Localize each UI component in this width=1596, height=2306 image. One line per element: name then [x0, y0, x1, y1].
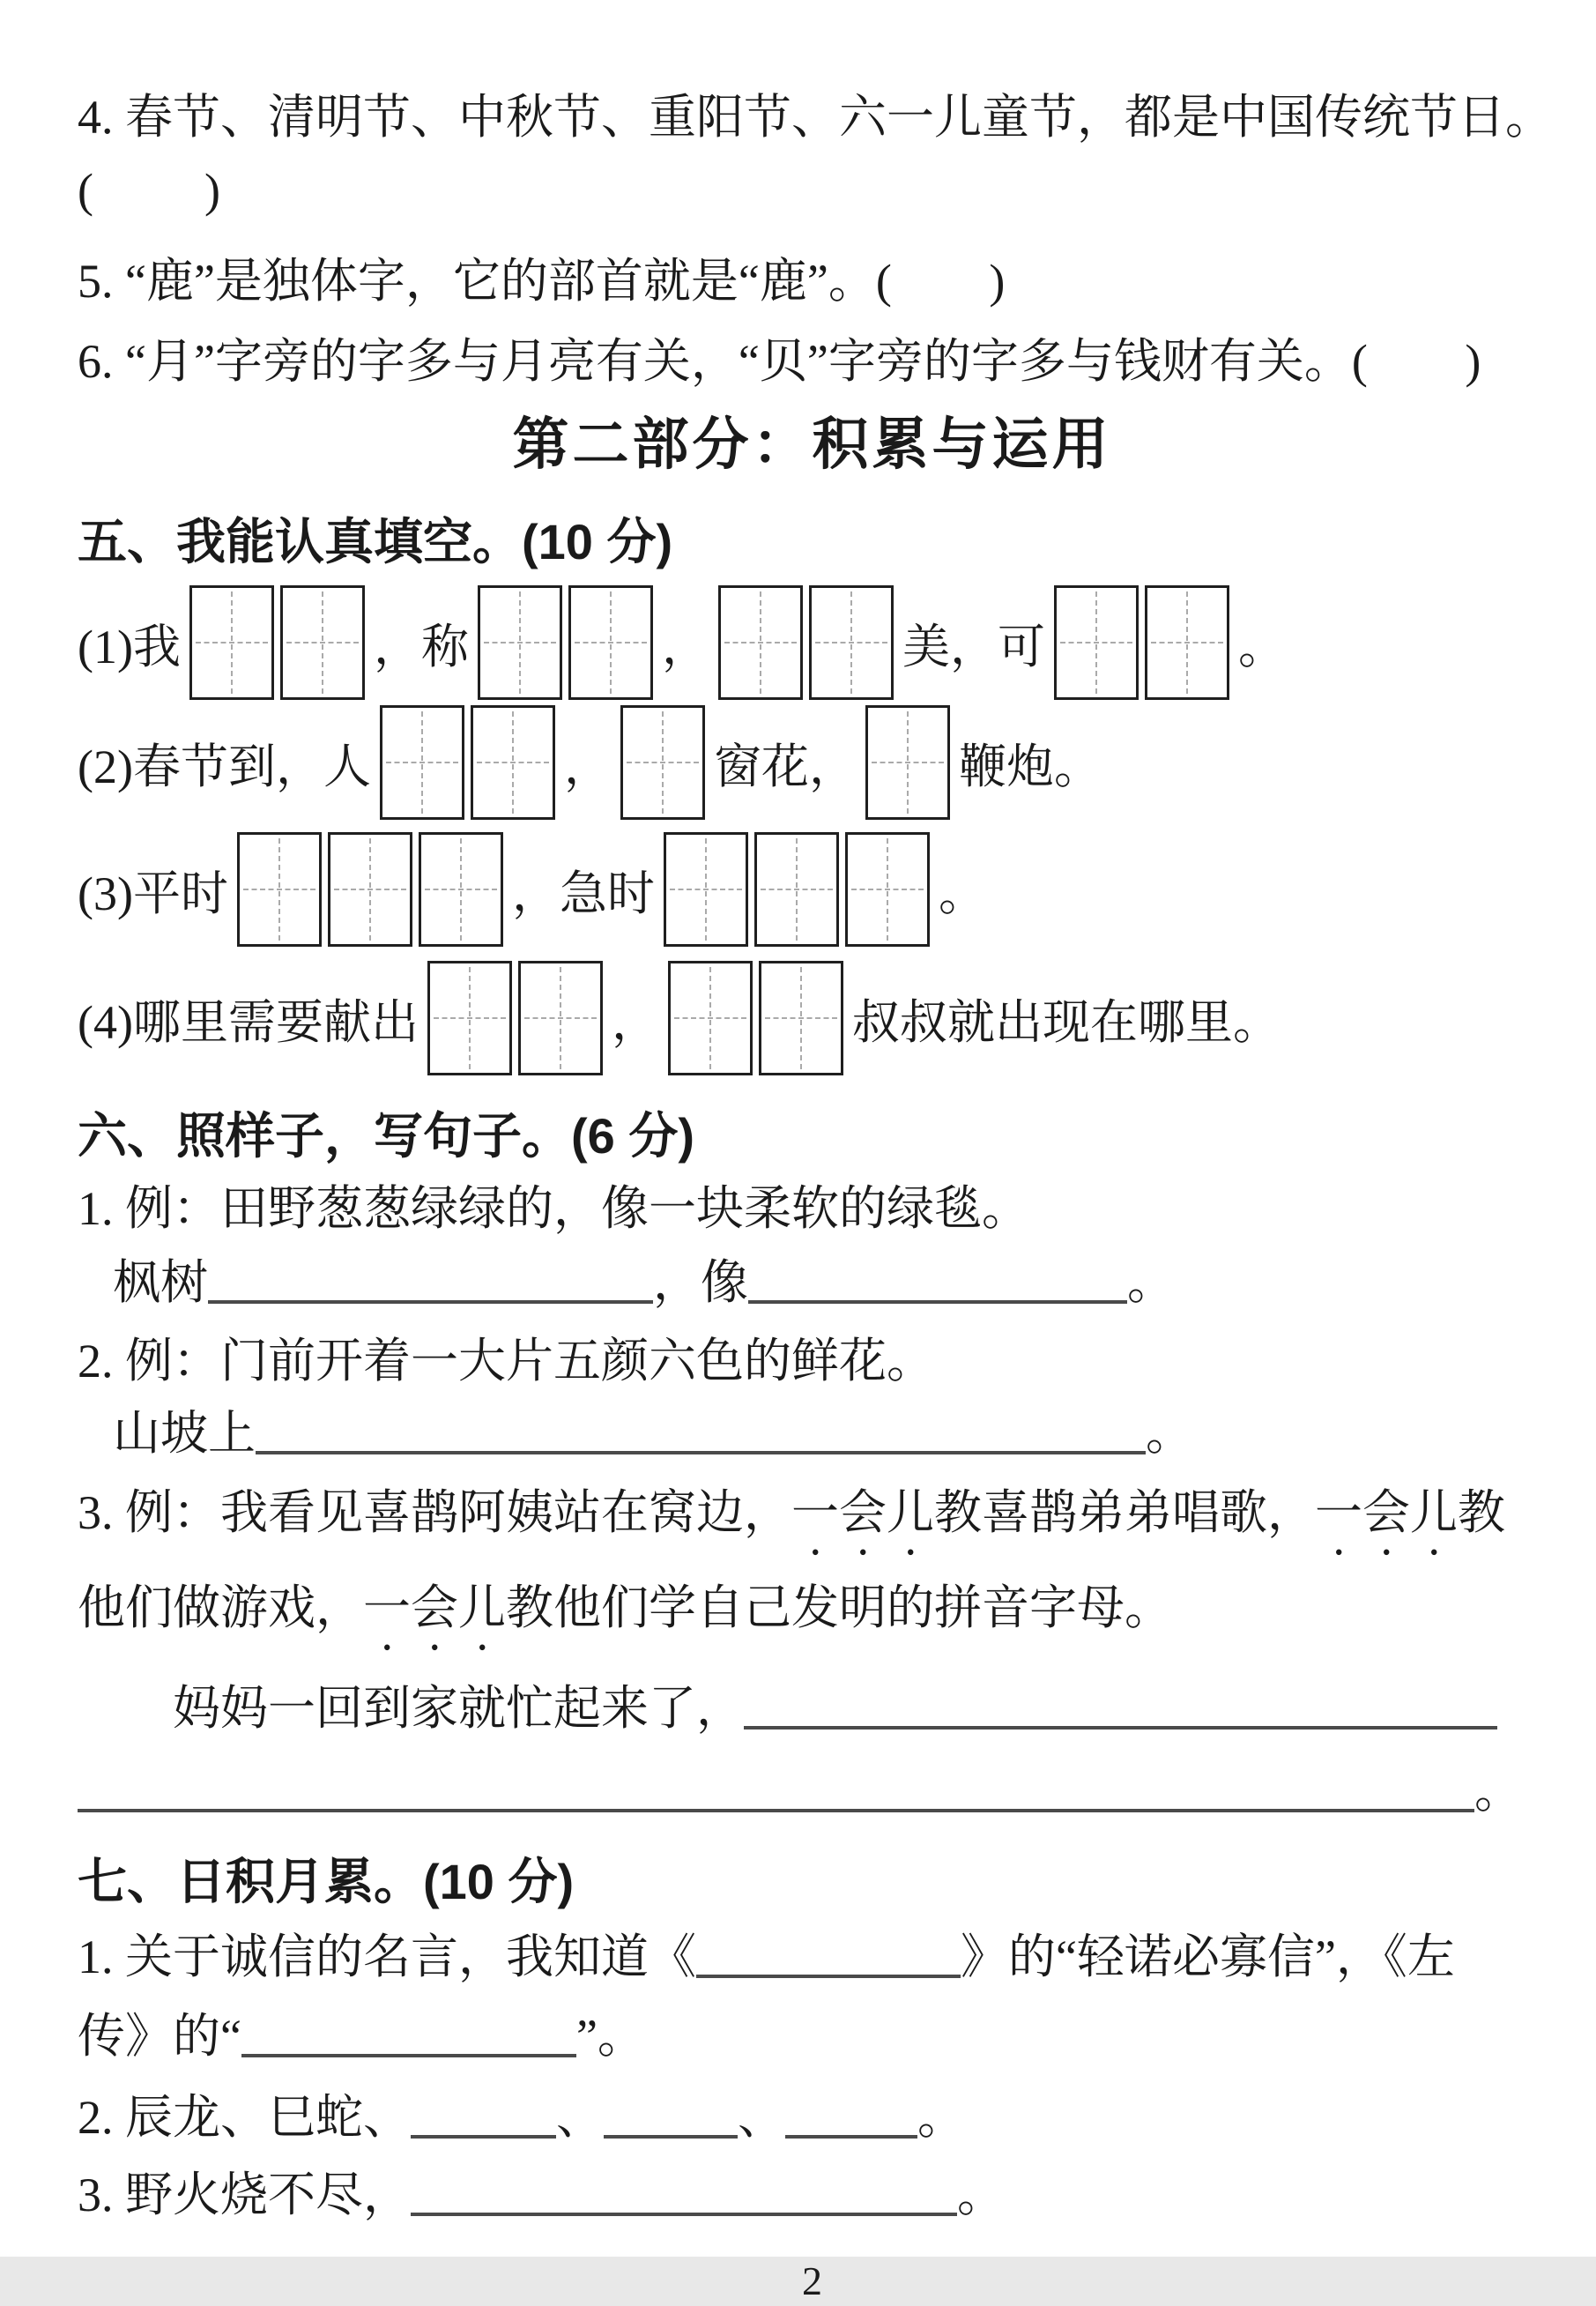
text-segment: 。: [938, 867, 986, 920]
answer-blank[interactable]: [785, 2126, 917, 2139]
answer-parentheses[interactable]: ( ): [78, 164, 222, 217]
answer-blank[interactable]: [744, 1717, 1497, 1730]
text-segment: 3. 例：我看见喜鹊阿姨站在窝边，: [78, 1486, 791, 1539]
text-segment: 。: [1146, 1407, 1193, 1460]
section7-title-text: 七、日积月累。: [78, 1854, 423, 1909]
text-segment: 1. 关于诚信的名言，我知道《: [78, 1930, 696, 1983]
answer-blank[interactable]: [241, 2045, 576, 2057]
fill-blank-row-1: [78, 585, 1547, 700]
emphasized-text: 一会儿: [363, 1581, 506, 1634]
text-segment: (2)春节到，人: [78, 740, 371, 793]
writing-box[interactable]: [809, 585, 894, 700]
writing-box[interactable]: [1145, 585, 1229, 700]
text-segment: 1. 例：田野葱葱绿绿的，像一块柔软的绿毯。: [78, 1182, 1029, 1235]
text-segment: 他们做游戏，: [78, 1581, 363, 1634]
answer-blank[interactable]: [256, 1442, 1146, 1454]
text-segment: (1)我: [78, 620, 181, 673]
judge-item-5-text: [78, 252, 1547, 311]
section6-item2-answer-line: [78, 1402, 1547, 1465]
text-segment: 妈妈一回到家就忙起来了，: [173, 1682, 744, 1735]
judge-item-4-answer-line: [78, 161, 1547, 220]
writing-box[interactable]: [471, 705, 555, 820]
section6-item2-example: [78, 1332, 1547, 1391]
text-segment: 窗花，: [713, 740, 857, 793]
section6-title-text: 六、照样子，写句子。: [78, 1108, 571, 1164]
writing-box-group: [237, 832, 503, 947]
section6-item1-answer-line: [78, 1251, 1547, 1314]
text-segment: 、: [556, 2091, 604, 2144]
writing-box-group: [668, 961, 843, 1075]
answer-parentheses[interactable]: ( ): [875, 255, 1007, 308]
answer-blank[interactable]: [411, 2204, 957, 2216]
section5-points: (10 分): [522, 514, 673, 569]
page-number: 2: [802, 2258, 822, 2303]
text-segment: 2. 辰龙、巳蛇、: [78, 2091, 411, 2144]
text-segment: 5. “鹿”是独体字，它的部首就是“鹿”。: [78, 255, 876, 308]
writing-box[interactable]: [845, 832, 930, 947]
text-segment: ，急时: [511, 867, 655, 920]
section6-item3-answer-line2: [78, 1759, 1547, 1823]
answer-blank[interactable]: [411, 2126, 556, 2139]
text-segment: ，像: [653, 1256, 748, 1309]
writing-box-group: [718, 585, 894, 700]
section6-title: [78, 1107, 1547, 1165]
text-segment: ，: [661, 620, 709, 673]
section6-points: (6 分): [571, 1108, 694, 1164]
text-segment: 6. “月”字旁的字多与月亮有关，“贝”字旁的字多与钱财有关。: [78, 335, 1352, 388]
text-segment: ，: [563, 740, 612, 793]
text-segment: 》的“轻诺必寡信”，《左: [961, 1930, 1455, 1983]
answer-blank[interactable]: [604, 2126, 738, 2139]
judge-item-4-text: [78, 88, 1553, 147]
emphasized-text: 一会儿: [1315, 1486, 1458, 1539]
section7-item3-line: [78, 2163, 1547, 2227]
text-segment: 枫树: [113, 1256, 208, 1309]
text-segment: 2. 例：门前开着一大片五颜六色的鲜花。: [78, 1335, 934, 1387]
writing-box-group: [620, 705, 705, 820]
section6-item3-example-line1: [78, 1479, 1547, 1566]
emphasized-text: 一会儿: [791, 1486, 934, 1539]
writing-box[interactable]: [1054, 585, 1139, 700]
text-segment: 。: [957, 2168, 1005, 2221]
text-segment: ”。: [575, 2010, 645, 2063]
text-segment: (4)哪里需要献出: [78, 995, 419, 1049]
answer-blank[interactable]: [78, 1800, 1474, 1812]
text-segment: 教他们学自己发明的拼音字母。: [506, 1581, 1172, 1634]
fill-blank-row-4: [78, 961, 1547, 1075]
writing-box[interactable]: [759, 961, 843, 1075]
text-segment: 、: [738, 2091, 785, 2144]
section7-item2-line: [78, 2086, 1547, 2149]
answer-blank[interactable]: [208, 1291, 653, 1304]
writing-box[interactable]: [754, 832, 839, 947]
text-segment: 教喜鹊弟弟唱歌，: [934, 1486, 1315, 1539]
fill-blank-row-3: [78, 832, 1547, 947]
text-segment: 。: [1474, 1765, 1522, 1818]
section7-item1-line1: [78, 1925, 1547, 1989]
section5-title-text: 五、我能认真填空。: [78, 514, 522, 569]
text-segment: 教: [1458, 1486, 1505, 1539]
answer-parentheses[interactable]: ( ): [1351, 335, 1483, 388]
section6-item3-answer-line1: [78, 1677, 1547, 1740]
section7-points: (10 分): [423, 1854, 575, 1909]
writing-box-group: [189, 585, 365, 700]
text-segment: 叔叔就出现在哪里。: [851, 995, 1281, 1049]
writing-box-group: [478, 585, 653, 700]
judge-item-6-text: [78, 332, 1547, 391]
text-segment: ，称: [373, 620, 469, 673]
writing-box[interactable]: [328, 832, 412, 947]
part2-header: 第二部分：积累与运用: [512, 413, 1112, 476]
writing-box-group: [664, 832, 930, 947]
writing-box[interactable]: [518, 961, 603, 1075]
text-segment: 。: [917, 2091, 965, 2144]
writing-box-group: [1054, 585, 1229, 700]
writing-box[interactable]: [865, 705, 950, 820]
text-segment: (3)平时: [78, 867, 228, 920]
section7-title: [78, 1853, 1547, 1911]
answer-blank[interactable]: [696, 1966, 961, 1978]
writing-box[interactable]: [664, 832, 748, 947]
text-segment: 传》的“: [78, 2010, 241, 2063]
text-segment: ，: [611, 995, 659, 1049]
writing-box[interactable]: [237, 832, 322, 947]
text-segment: 山坡上: [113, 1407, 256, 1460]
writing-box[interactable]: [280, 585, 365, 700]
text-segment: 。: [1237, 620, 1286, 673]
answer-blank[interactable]: [748, 1291, 1127, 1304]
section5-title: [78, 513, 1547, 571]
writing-box[interactable]: [668, 961, 753, 1075]
text-segment: 。: [1127, 1256, 1175, 1309]
text-segment: 3. 野火烧不尽，: [78, 2168, 411, 2221]
writing-box[interactable]: [568, 585, 653, 700]
section6-item3-example-line2: [78, 1574, 1547, 1661]
writing-box[interactable]: [380, 705, 464, 820]
writing-box[interactable]: [189, 585, 274, 700]
text-segment: 美，可: [902, 620, 1045, 673]
writing-box[interactable]: [718, 585, 803, 700]
writing-box[interactable]: [419, 832, 503, 947]
text-segment: 鞭炮。: [958, 740, 1102, 793]
writing-box[interactable]: [478, 585, 562, 700]
section7-item1-line2: [78, 2005, 1547, 2068]
fill-blank-row-2: [78, 705, 1547, 820]
section6-item1-example: [78, 1179, 1547, 1239]
writing-box-group: [865, 705, 950, 820]
writing-box-group: [427, 961, 603, 1075]
writing-box-group: [380, 705, 555, 820]
writing-box[interactable]: [427, 961, 512, 1075]
text-segment: 4. 春节、清明节、中秋节、重阳节、六一儿童节，都是中国传统节日。: [78, 91, 1553, 144]
writing-box[interactable]: [620, 705, 705, 820]
